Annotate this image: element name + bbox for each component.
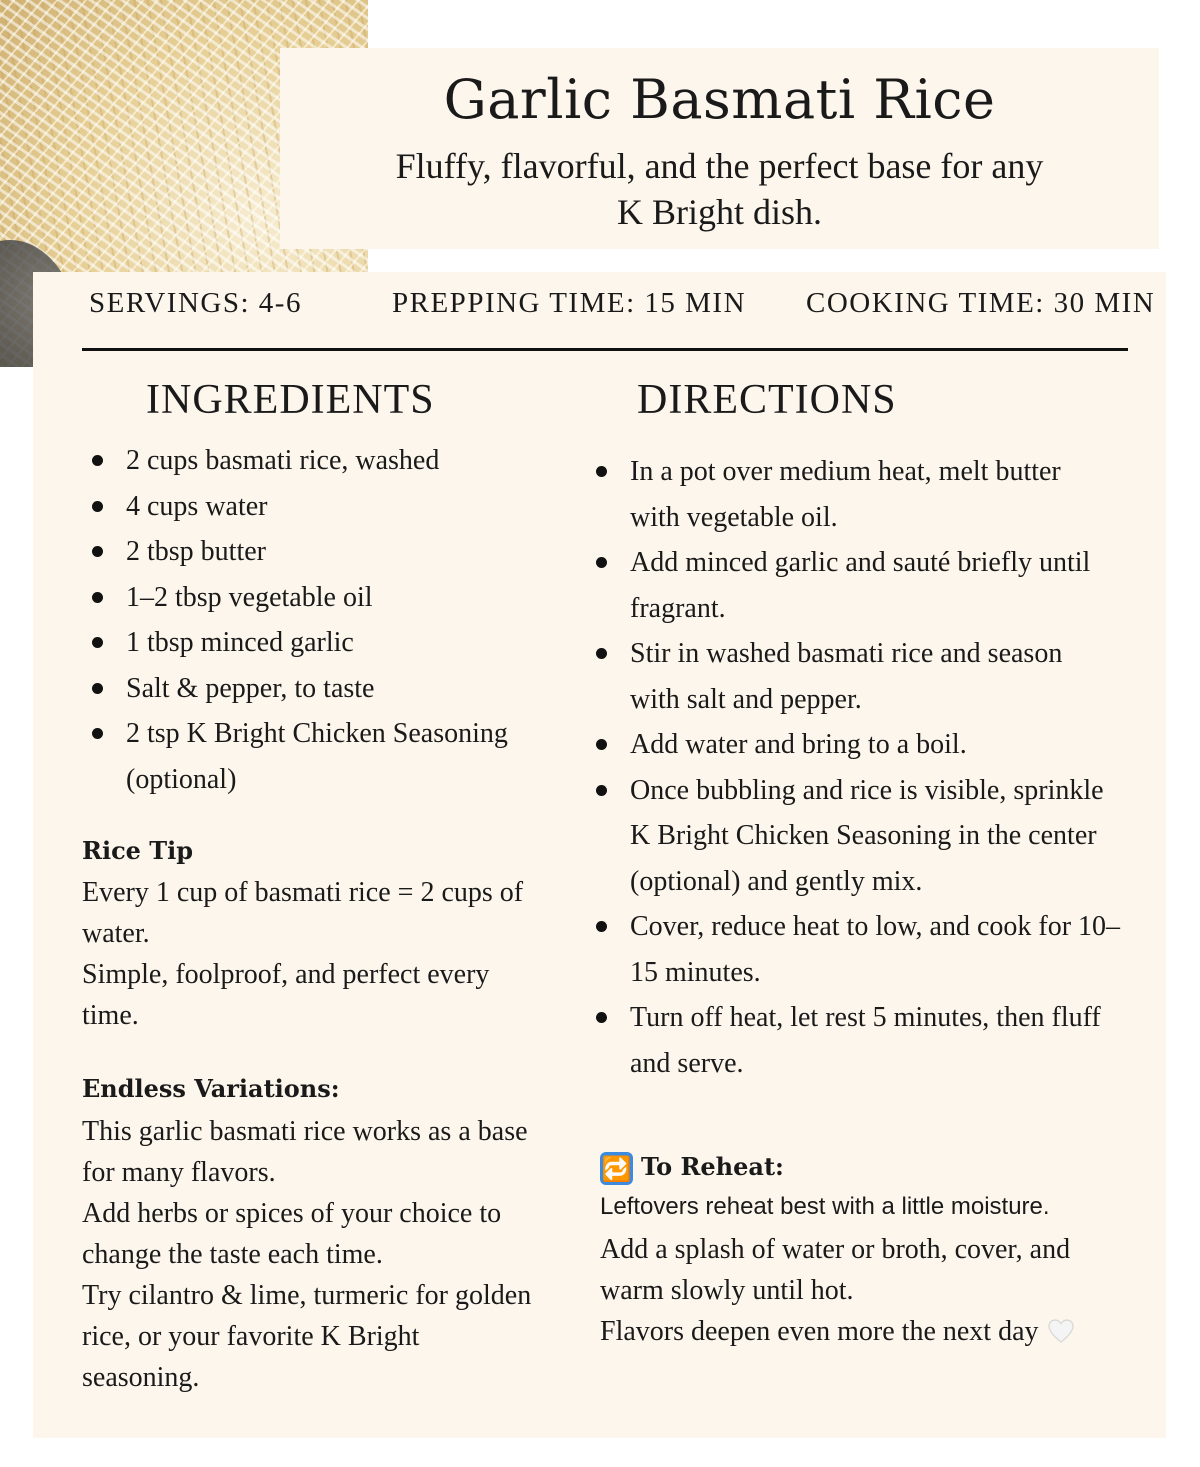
variations-text <box>82 1111 532 1398</box>
reheat-text <box>600 1229 1100 1352</box>
ingredient-item: 1 tbsp minced garlic <box>82 620 552 666</box>
rice-tip-heading: Rice Tip <box>82 836 194 865</box>
prep-time-label: PREPPING TIME: 15 MIN <box>392 287 747 319</box>
rice-tip-text <box>82 872 532 1036</box>
ingredients-heading: INGREDIENTS <box>146 377 435 423</box>
ingredient-item: 2 tbsp butter <box>82 529 552 575</box>
ingredient-item: 2 cups basmati rice, washed <box>82 438 552 484</box>
reheat-line: Add a splash of water or broth, cover, and warm slowly until hot. <box>600 1234 1071 1306</box>
repeat-icon: 🔁 <box>600 1152 633 1185</box>
ingredients-list <box>82 438 552 802</box>
reheat-heading: To Reheat: <box>641 1152 784 1181</box>
recipe-subtitle: Fluffy, flavorful, and the perfect base for any K Bright dish. <box>395 146 1044 233</box>
servings-label: SERVINGS: 4-6 <box>89 287 302 319</box>
ingredient-item: 2 tsp K Bright Chicken Seasoning (optional) <box>82 711 552 802</box>
reheat-line-last <box>600 1311 1100 1352</box>
direction-step: Add water and bring to a boil. <box>586 722 1146 768</box>
cook-time-label: COOKING TIME: 30 MIN <box>806 287 1156 319</box>
reheat-line: Flavors deepen even more the next day <box>600 1316 1039 1347</box>
directions-heading: DIRECTIONS <box>637 377 897 423</box>
direction-step: Turn off heat, let rest 5 minutes, then fluff and serve. <box>586 995 1146 1086</box>
direction-step: In a pot over medium heat, melt butter with vegetable oil. <box>586 449 1146 540</box>
reheat-first-line: Leftovers reheat best with a little moisture. <box>600 1193 1050 1220</box>
divider <box>82 348 1128 351</box>
variations-line: Add herbs or spices of your choice to change the taste each time. <box>82 1198 502 1270</box>
directions-list <box>586 449 1146 1086</box>
variations-line: This garlic basmati rice works as a base for many flavors. <box>82 1116 528 1188</box>
direction-step: Add minced garlic and sauté briefly until fragrant. <box>586 540 1146 631</box>
rice-tip-line: Simple, foolproof, and perfect every time. <box>82 959 490 1031</box>
white-heart-icon <box>1047 1318 1075 1344</box>
ingredient-item: 1–2 tbsp vegetable oil <box>82 575 552 621</box>
ingredient-item: Salt & pepper, to taste <box>82 666 552 712</box>
direction-step: Stir in washed basmati rice and season with salt and pepper. <box>586 631 1146 722</box>
recipe-title: Garlic Basmati Rice <box>443 68 996 131</box>
ingredient-item: 4 cups water <box>82 484 552 530</box>
header-card <box>280 48 1159 249</box>
direction-step: Cover, reduce heat to low, and cook for 10–15 minutes. <box>586 904 1146 995</box>
variations-line: Try cilantro & lime, turmeric for golden rice, or your favorite K Bright seasoning. <box>82 1280 532 1393</box>
rice-tip-line: Every 1 cup of basmati rice = 2 cups of water. <box>82 877 524 949</box>
direction-step: Once bubbling and rice is visible, sprinkle K Bright Chicken Seasoning in the center (optional) and gently mix. <box>586 768 1146 905</box>
variations-heading: Endless Variations: <box>82 1074 340 1103</box>
